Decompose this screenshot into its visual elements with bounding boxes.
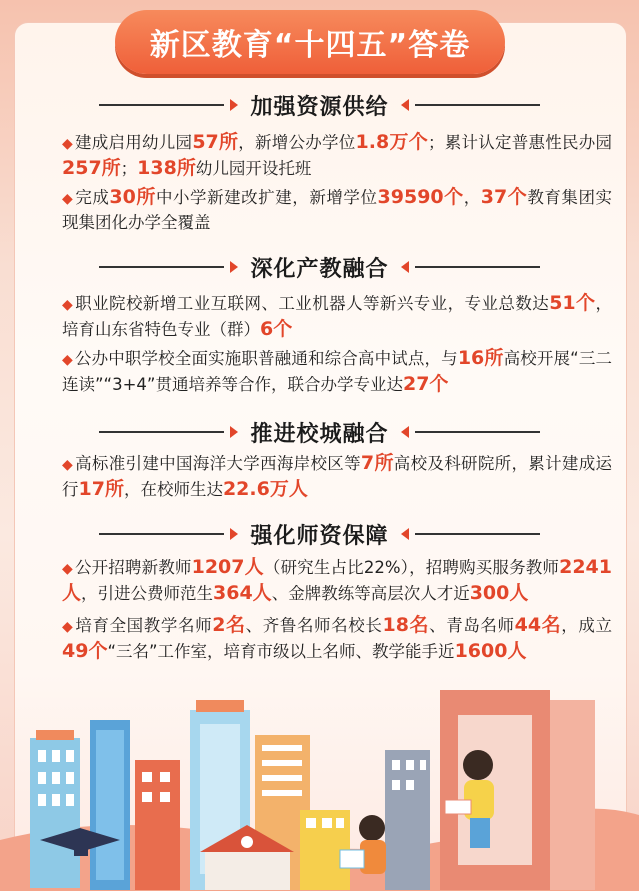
body-text: 幼儿园开设托班 — [195, 159, 312, 178]
highlight-number: 257所 — [62, 157, 121, 179]
body-text: ，成立 — [561, 616, 613, 635]
section-heading — [0, 252, 639, 282]
highlight-number: 2名 — [212, 614, 246, 636]
body-text: ； — [120, 159, 138, 178]
bullet-icon: ◆ — [62, 297, 74, 313]
page-title: 新区教育“十四五”答卷 — [115, 10, 505, 74]
grey-building — [385, 750, 430, 890]
bullet-paragraph — [62, 613, 612, 664]
divider — [99, 431, 224, 433]
highlight-number: 16所 — [457, 347, 504, 369]
diamond-icon — [401, 99, 409, 111]
section-heading — [0, 90, 639, 120]
highlight-number: 364人 — [213, 582, 272, 604]
diamond-icon — [401, 528, 409, 540]
body-text: 公办中职学校全面实施职普融通和综合高中试点，与 — [74, 349, 458, 368]
body-text: 高校及科研院所，累计建成运行 — [62, 454, 613, 499]
body-text: ，新增公办学位 — [238, 133, 356, 152]
body-text: 培育全国教学名师 — [75, 616, 213, 635]
section-title: 推进校城融合 — [250, 421, 389, 447]
section-heading — [0, 417, 639, 447]
arch-building — [440, 690, 595, 890]
building-blue — [90, 720, 130, 890]
building-red — [135, 760, 180, 890]
body-text: 、青岛名师 — [429, 616, 515, 635]
divider — [415, 266, 540, 268]
highlight-number: 44名 — [514, 614, 562, 636]
highlight-number: 37个 — [480, 186, 528, 208]
highlight-number: 17所 — [78, 478, 124, 500]
diamond-icon — [401, 426, 409, 438]
bullet-paragraph — [62, 130, 612, 181]
highlight-number: 18名 — [382, 614, 430, 636]
body-text: ， — [463, 188, 481, 207]
highlight-number: 138所 — [137, 157, 196, 179]
body-text: 高校开展“三二连读”“3+4”贯通培养等合作，联合办学专业达 — [62, 349, 612, 394]
bullet-icon: ◆ — [62, 457, 74, 473]
bullet-paragraph — [62, 555, 612, 606]
diamond-icon — [230, 528, 238, 540]
highlight-number: 1207人 — [191, 556, 264, 578]
body-text: ，在校师生达 — [123, 480, 223, 499]
bullet-icon: ◆ — [62, 561, 73, 577]
bullet-paragraph — [62, 185, 612, 235]
bullet-paragraph — [62, 451, 612, 502]
highlight-number: 27个 — [402, 373, 449, 395]
highlight-number: 7所 — [360, 452, 394, 474]
highlight-number: 39590个 — [377, 186, 464, 208]
diamond-icon — [401, 261, 409, 273]
highlight-number: 57所 — [192, 131, 239, 153]
body-text: 高标准引建中国海洋大学西海岸校区等 — [75, 454, 361, 473]
divider — [99, 533, 224, 535]
body-text: 、金牌教练等高层次人才近 — [271, 584, 470, 603]
bullet-icon: ◆ — [62, 619, 74, 635]
body-text: “三名”工作室，培育市级以上名师、教学能手近 — [107, 642, 455, 661]
highlight-number: 22.6万人 — [222, 478, 308, 500]
body-text: ，培育山东省特色专业（群） — [62, 294, 612, 339]
education-illustration — [0, 690, 639, 891]
body-text: 中小学新建改扩建，新增学位 — [155, 188, 378, 207]
body-text: ，引进公费师范生 — [81, 584, 214, 603]
highlight-number: 300人 — [469, 582, 529, 604]
divider — [99, 104, 224, 106]
bullet-paragraph — [62, 346, 612, 397]
body-text: 教育集团实现集团化办学全覆盖 — [62, 188, 612, 232]
highlight-number: 1.8万个 — [355, 131, 428, 153]
divider — [415, 533, 540, 535]
highlight-number: 51个 — [549, 292, 596, 314]
body-text: 建成启用幼儿园 — [75, 133, 193, 152]
body-text: 、齐鲁名师名校长 — [245, 616, 383, 635]
diamond-icon — [230, 261, 238, 273]
highlight-number: 6个 — [260, 318, 293, 340]
highlight-number: 30所 — [109, 186, 156, 208]
section-title: 加强资源供给 — [250, 94, 389, 120]
divider — [415, 431, 540, 433]
highlight-number: 1600人 — [454, 640, 527, 662]
section-heading — [0, 519, 639, 549]
body-text: （研究生占比22%），招聘购买服务教师 — [263, 558, 560, 577]
bullet-icon: ◆ — [62, 136, 74, 152]
section-title: 强化师资保障 — [250, 523, 389, 549]
highlight-number: 49个 — [62, 640, 108, 662]
building-left — [30, 730, 80, 888]
body-text: 完成 — [75, 188, 110, 207]
bullet-icon: ◆ — [62, 352, 73, 368]
highlight-number: 2241人 — [62, 556, 612, 604]
body-text: 职业院校新增工业互联网、工业机器人等新兴专业，专业总数达 — [75, 294, 550, 313]
body-text: ；累计认定普惠性民办园 — [427, 133, 613, 152]
bullet-icon: ◆ — [62, 191, 74, 207]
body-text: 公开招聘新教师 — [74, 558, 192, 577]
divider — [415, 104, 540, 106]
diamond-icon — [230, 426, 238, 438]
diamond-icon — [230, 99, 238, 111]
divider — [99, 266, 224, 268]
section-title: 深化产教融合 — [250, 256, 389, 282]
bullet-paragraph — [62, 291, 612, 342]
